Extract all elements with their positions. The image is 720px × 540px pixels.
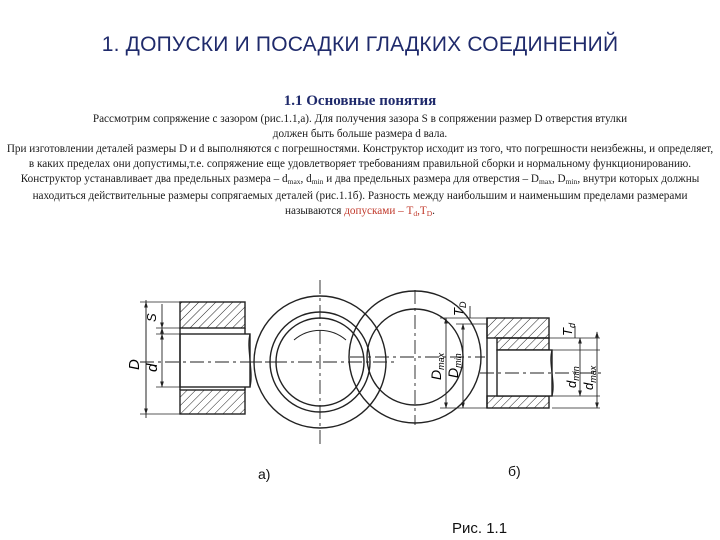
end-view-a (248, 280, 395, 445)
subscript: min (565, 177, 578, 186)
label-Dmax-main: D (428, 369, 444, 380)
label-dmin (564, 366, 581, 388)
label-Td-sub: d (567, 323, 577, 329)
label-TD-main: T (451, 308, 466, 316)
label-dmax (581, 365, 598, 390)
paragraph-end: . (432, 205, 435, 217)
label-d: d (144, 363, 161, 372)
label-dmax-sub: max (588, 365, 598, 383)
label-Dmin-main: D (445, 367, 461, 378)
subscript: max (287, 177, 301, 186)
label-Dmax (428, 352, 446, 380)
paragraph-2-part: При изготовлении деталей размеры D и d выполняются с погрешностями. Конструктор исходит из того, что погрешности неизбежны, и определяет, в каких пределах они допустимы,т.е. сопряжение еще удовлетворяет требованиям правильной сборки и нормальному функционированию. Конструктор устанавливает два предельных размера – d (6, 143, 714, 185)
subscript: max (539, 177, 552, 186)
label-Dmax-sub: max (436, 352, 446, 370)
separator: , D (551, 173, 566, 185)
label-Td (560, 322, 577, 336)
bushing-b-top (487, 318, 549, 338)
figure-b-drawing (349, 290, 605, 425)
caption-b: б) (508, 463, 521, 479)
label-Td-main: T (560, 328, 575, 336)
paragraph-2-part: и два предельных размера для отверстия – D (323, 173, 540, 185)
subscript: min (311, 177, 324, 186)
bushing-section-top (180, 302, 245, 328)
highlight-text: допусками – T (344, 205, 414, 217)
label-dmin-sub: min (571, 366, 581, 381)
paragraph-2-part: , внутри которых должны находиться действительные размеры сопрягаемых деталей (рис.1.1б). Разность между наибольшим и наименьшим пределами размерами называются (32, 173, 700, 217)
paragraph-1-line-1: Рассмотрим сопряжение с зазором (рис.1.1,а). Для получения зазора S в сопряжении размер D отверстия втулки (92, 113, 628, 125)
label-TD-sub: D (458, 301, 468, 309)
paragraph-1-line-2: должен быть больше размера d вала. (272, 128, 448, 140)
subscript: D (426, 209, 433, 218)
label-dmax-main: d (581, 382, 596, 390)
label-D: D (126, 359, 143, 370)
separator: ,T (417, 205, 427, 217)
shaft-body (180, 334, 250, 387)
figure-a-drawing (140, 280, 395, 445)
label-s: S (144, 313, 159, 322)
bushing-section-bottom (180, 390, 245, 414)
label-Dmin-sub: min (453, 353, 463, 368)
subscript: d (413, 209, 418, 218)
figure-caption: Рис. 1.1 (452, 520, 508, 537)
page-title: 1. ДОПУСКИ И ПОСАДКИ ГЛАДКИХ СОЕДИНЕНИЙ (101, 33, 619, 56)
caption-a: а) (258, 466, 271, 482)
separator: , d (300, 173, 312, 185)
bushing-b-bottom (487, 396, 549, 408)
bushing-b-inner (497, 338, 549, 350)
label-dmin-main: d (564, 380, 579, 388)
label-Dmin (445, 353, 463, 378)
section-subtitle: 1.1 Основные понятия (283, 93, 437, 109)
